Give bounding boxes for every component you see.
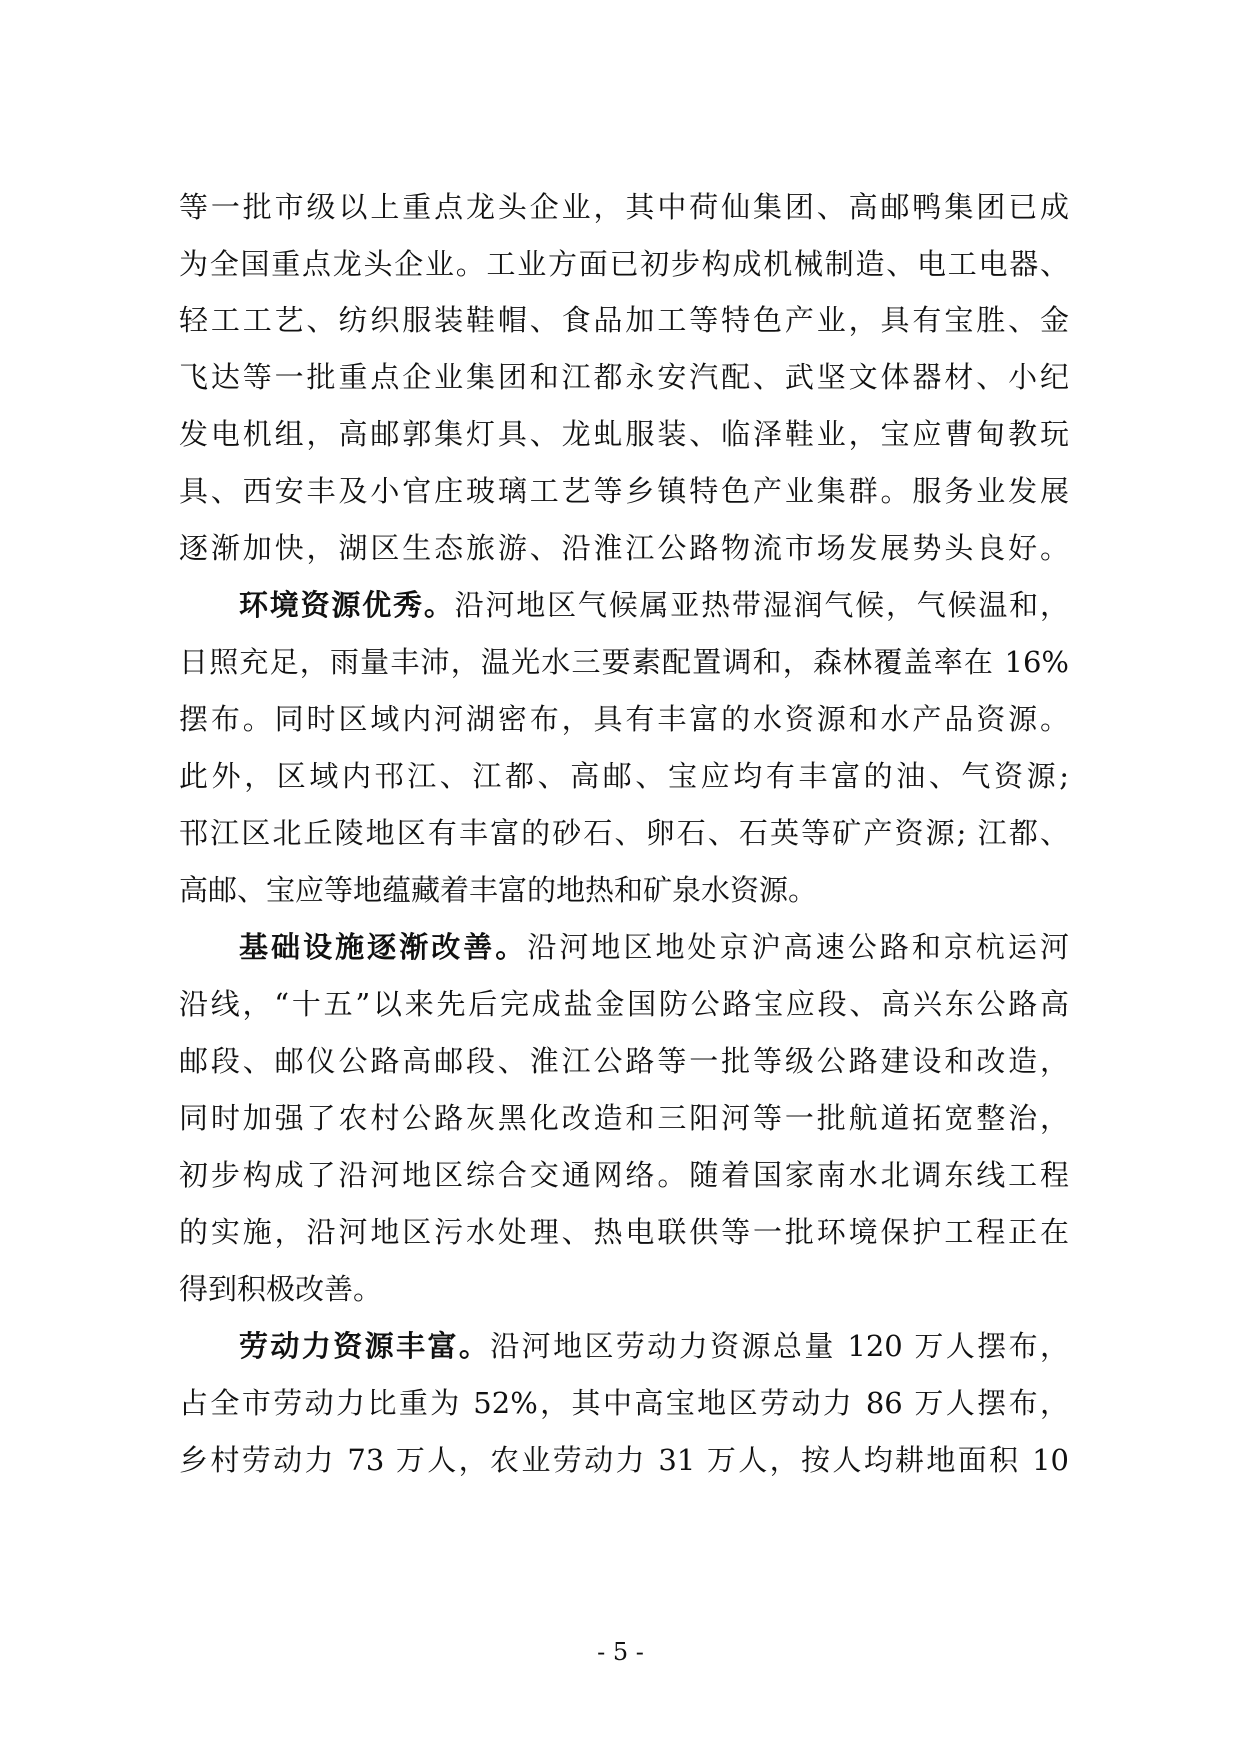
paragraph-3-line-2: 沿线，“十五”以来先后完成盐金国防公路宝应段、高兴东公路高 [179,987,1069,1021]
paragraph-4-line-1-text: 沿河地区劳动力资源总量 120 万人摆布， [490,1329,1069,1363]
paragraph-1-line-5: 发电机组，高邮郭集灯具、龙虬服装、临泽鞋业，宝应曹甸教玩 [179,417,1069,451]
paragraph-4-line-3: 乡村劳动力 73 万人，农业劳动力 31 万人，按人均耕地面积 10 [179,1443,1069,1477]
paragraph-4-line-2: 占全市劳动力比重为 52%，其中高宝地区劳动力 86 万人摆布， [179,1386,1069,1420]
paragraph-2-line-2: 日照充足，雨量丰沛，温光水三要素配置调和，森林覆盖率在 16% [179,645,1069,679]
paragraph-1-line-3: 轻工工艺、纺织服装鞋帽、食品加工等特色产业，具有宝胜、金 [179,303,1069,337]
paragraph-3-line-5: 初步构成了沿河地区综合交通网络。随着国家南水北调东线工程 [179,1158,1069,1192]
paragraph-4-lead: 劳动力资源丰富。 [239,1329,491,1363]
paragraph-1-line-4: 飞达等一批重点企业集团和江都永安汽配、武坚文体器材、小纪 [179,360,1069,394]
paragraph-3-line-6: 的实施，沿河地区污水处理、热电联供等一批环境保护工程正在 [179,1215,1069,1249]
paragraph-3-line-7: 得到积极改善。 [179,1272,383,1306]
paragraph-2-line-3: 摆布。同时区域内河湖密布，具有丰富的水资源和水产品资源。 [179,702,1069,736]
paragraph-3-line-1 [239,927,1069,967]
paragraph-1-line-2: 为全国重点龙头企业。工业方面已初步构成机械制造、电工电器、 [179,247,1069,281]
paragraph-2-line-6: 高邮、宝应等地蕴藏着丰富的地热和矿泉水资源。 [179,873,818,907]
paragraph-2-line-1-text: 沿河地区气候属亚热带湿润气候，气候温和， [454,588,1069,622]
paragraph-2-line-1 [239,585,1069,625]
paragraph-2-line-4: 此外，区域内邗江、江都、高邮、宝应均有丰富的油、气资源; [179,759,1069,793]
page-number: - 5 - [597,1638,644,1666]
paragraph-1-line-1: 等一批市级以上重点龙头企业，其中荷仙集团、高邮鸭集团已成 [179,190,1069,224]
paragraph-3-line-3: 邮段、邮仪公路高邮段、淮江公路等一批等级公路建设和改造， [179,1044,1069,1078]
paragraph-1-line-6: 具、西安丰及小官庄玻璃工艺等乡镇特色产业集群。服务业发展 [179,474,1069,508]
paragraph-3-lead: 基础设施逐渐改善。 [239,930,528,964]
paragraph-3-line-4: 同时加强了农村公路灰黑化改造和三阳河等一批航道拓宽整治， [179,1101,1069,1135]
paragraph-1-line-7: 逐渐加快，湖区生态旅游、沿淮江公路物流市场发展势头良好。 [179,531,1069,565]
paragraph-4-line-1 [239,1326,1069,1366]
paragraph-3-line-1-text: 沿河地区地处京沪高速公路和京杭运河 [527,930,1069,964]
paragraph-2-line-5: 邗江区北丘陵地区有丰富的砂石、卵石、石英等矿产资源; 江都、 [179,816,1069,850]
paragraph-2-lead: 环境资源优秀。 [239,588,455,622]
